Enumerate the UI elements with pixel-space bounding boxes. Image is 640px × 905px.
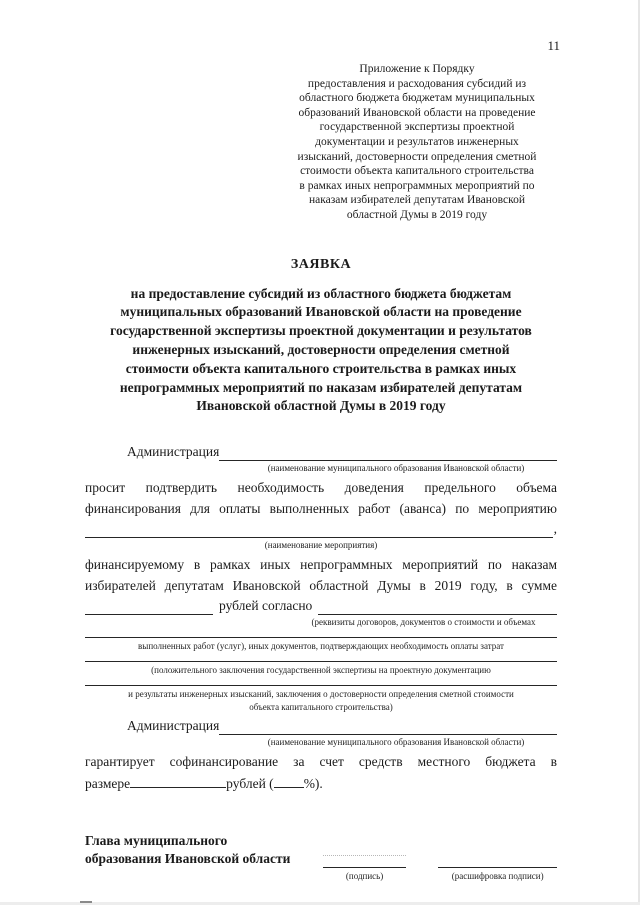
subtitle-line: муниципальных образований Ивановской области на проведение bbox=[120, 304, 522, 320]
signature-name-field bbox=[438, 867, 557, 882]
municipality-caption-2: (наименование муниципального образования Ивановской области) bbox=[267, 737, 525, 748]
administration-row-2 bbox=[85, 716, 557, 735]
signature-name-line bbox=[438, 867, 557, 868]
annex-line: областной Думы в 2019 году bbox=[346, 208, 488, 221]
requisites-caption-1: (реквизиты договоров, документов о стоимости и объемах bbox=[311, 617, 536, 628]
document-subtitle bbox=[85, 285, 557, 417]
subtitle-line: стоимости объекта капитального строительства в рамках иных bbox=[125, 360, 517, 376]
annex-line: государственной экспертизы проектной bbox=[319, 121, 515, 134]
signatory-title-line-1: Глава муниципального bbox=[85, 833, 228, 849]
sum-row bbox=[85, 596, 557, 615]
guarantee-line-2 bbox=[85, 773, 557, 794]
signature-caption: (подпись) bbox=[345, 871, 384, 882]
subtitle-line: инженерных изысканий, достоверности определения сметной bbox=[132, 341, 510, 357]
signatory-title-line-2: образования Ивановской области bbox=[85, 850, 291, 866]
application-form bbox=[85, 442, 557, 794]
trailing-comma: , bbox=[553, 521, 557, 537]
annex-line: изысканий, достоверности определения сметной bbox=[297, 150, 537, 163]
municipality-caption-1: (наименование муниципального образования Ивановской области) bbox=[267, 463, 525, 474]
funding-paragraph: финансируемому в рамках иных непрограммных мероприятий по наказам избирателей депутатам Ивановской областной Думы в 2019 году, в сумме bbox=[85, 557, 557, 594]
administration-label: Администрация bbox=[127, 718, 220, 734]
rubles-according-label: рублей согласно bbox=[219, 598, 313, 614]
annex-line: стоимости объекта капитального строительства bbox=[300, 165, 534, 178]
administration-label: Администрация bbox=[127, 444, 220, 460]
event-blank-row bbox=[85, 519, 557, 538]
annex-line: документации и результатов инженерных bbox=[315, 135, 519, 148]
blank-event-name bbox=[85, 522, 553, 538]
signature-field bbox=[323, 855, 406, 882]
blank-percent bbox=[274, 775, 304, 788]
administration-row-1 bbox=[85, 442, 557, 461]
signature-name-caption: (расшифровка подписи) bbox=[451, 871, 544, 882]
blank-line-1 bbox=[85, 637, 557, 638]
annex-line: в рамках иных непрограммных мероприятий по bbox=[299, 179, 535, 192]
dotted-line-artifact bbox=[323, 855, 406, 856]
signature-block bbox=[85, 832, 557, 882]
size-word: размере bbox=[85, 776, 131, 792]
blank-cofinancing-amount bbox=[130, 775, 226, 788]
subtitle-line: на предоставление субсидий из областного бюджета бюджетам bbox=[130, 285, 512, 301]
blank-line-3 bbox=[85, 685, 557, 686]
annex-line: образований Ивановской области на проведение bbox=[298, 106, 536, 119]
annex-line: областного бюджета бюджетам муниципальных bbox=[299, 92, 535, 105]
blank-sum-amount bbox=[85, 599, 213, 615]
rubles-open-label: рублей ( bbox=[226, 776, 274, 792]
requisites-caption-2: выполненных работ (услуг), иных документов, подтверждающих необходимость оплаты затрат bbox=[138, 641, 504, 652]
subtitle-line: Ивановской областной Думы в 2019 году bbox=[196, 398, 446, 414]
request-paragraph: просит подтвердить необходимость доведения предельного объема финансирования для оплаты выполненных работ (аванса) по мероприятию bbox=[85, 480, 557, 517]
blank-municipality-name-1 bbox=[219, 445, 557, 461]
annex-line: наказам избирателей депутатам Ивановской bbox=[308, 194, 526, 207]
blank-line-2 bbox=[85, 661, 557, 662]
subtitle-line: государственной экспертизы проектной документации и результатов bbox=[110, 323, 532, 339]
scan-artifact-dash bbox=[80, 901, 92, 903]
document-content bbox=[85, 38, 557, 882]
event-caption: (наименование мероприятия) bbox=[264, 540, 378, 551]
percent-close-label: %). bbox=[303, 776, 323, 792]
annex-line: предоставления и расходования субсидий из bbox=[307, 77, 527, 90]
subtitle-line: непрограммных мероприятий по наказам избирателей депутатам bbox=[119, 379, 523, 395]
page-number: 11 bbox=[547, 38, 560, 53]
requisites-caption-3: (положительного заключения государственной экспертизы на проектную документацию bbox=[151, 665, 491, 676]
annex-line: Приложение к Порядку bbox=[359, 63, 475, 75]
annex-reference bbox=[277, 62, 557, 223]
blank-requisites bbox=[318, 599, 557, 615]
requisites-caption-5: объекта капитального строительства) bbox=[249, 702, 393, 713]
document-title: ЗАЯВКА bbox=[290, 256, 352, 272]
signatory-title bbox=[85, 832, 317, 867]
guarantee-line-1: гарантирует софинансирование за счет средств местного бюджета в bbox=[85, 754, 557, 770]
requisites-caption-4: и результаты инженерных изысканий, заключения о достоверности определения сметной стоимости bbox=[128, 689, 514, 700]
blank-municipality-name-2 bbox=[219, 719, 557, 735]
signature-line bbox=[323, 867, 406, 868]
